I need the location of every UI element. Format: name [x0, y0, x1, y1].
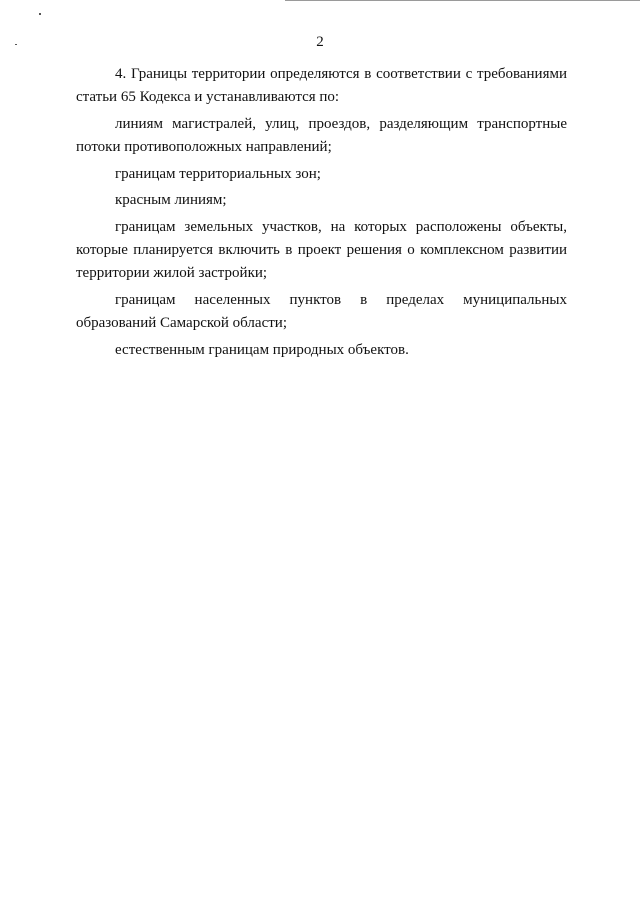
paragraph-territorial-zones: границам территориальных зон; [115, 165, 321, 182]
paragraph-highway-lines: линиям магистралей, улиц, проездов, разделяющим транспортные потоки противоположных направлений; [76, 115, 567, 155]
paragraph-red-lines: красным линиям; [115, 192, 227, 209]
document-body [76, 63, 567, 365]
scan-top-edge-line [285, 0, 640, 1]
paragraph-boundaries-intro: 4. Границы территории определяются в соответствии с требованиями статьи 65 Кодекса и устанавливаются по: [76, 66, 567, 106]
paragraph-settlement-borders: границам населенных пунктов в пределах муниципальных образований Самарской области; [76, 291, 567, 331]
paragraph-natural-boundaries: естественным границам природных объектов. [115, 341, 409, 358]
scan-speck [39, 13, 41, 15]
page-number: 2 [316, 34, 324, 50]
paragraph-land-plots: границам земельных участков, на которых расположены объекты, которые планируется включить в проект решения о комплексном развитии территории жилой застройки; [76, 218, 567, 282]
